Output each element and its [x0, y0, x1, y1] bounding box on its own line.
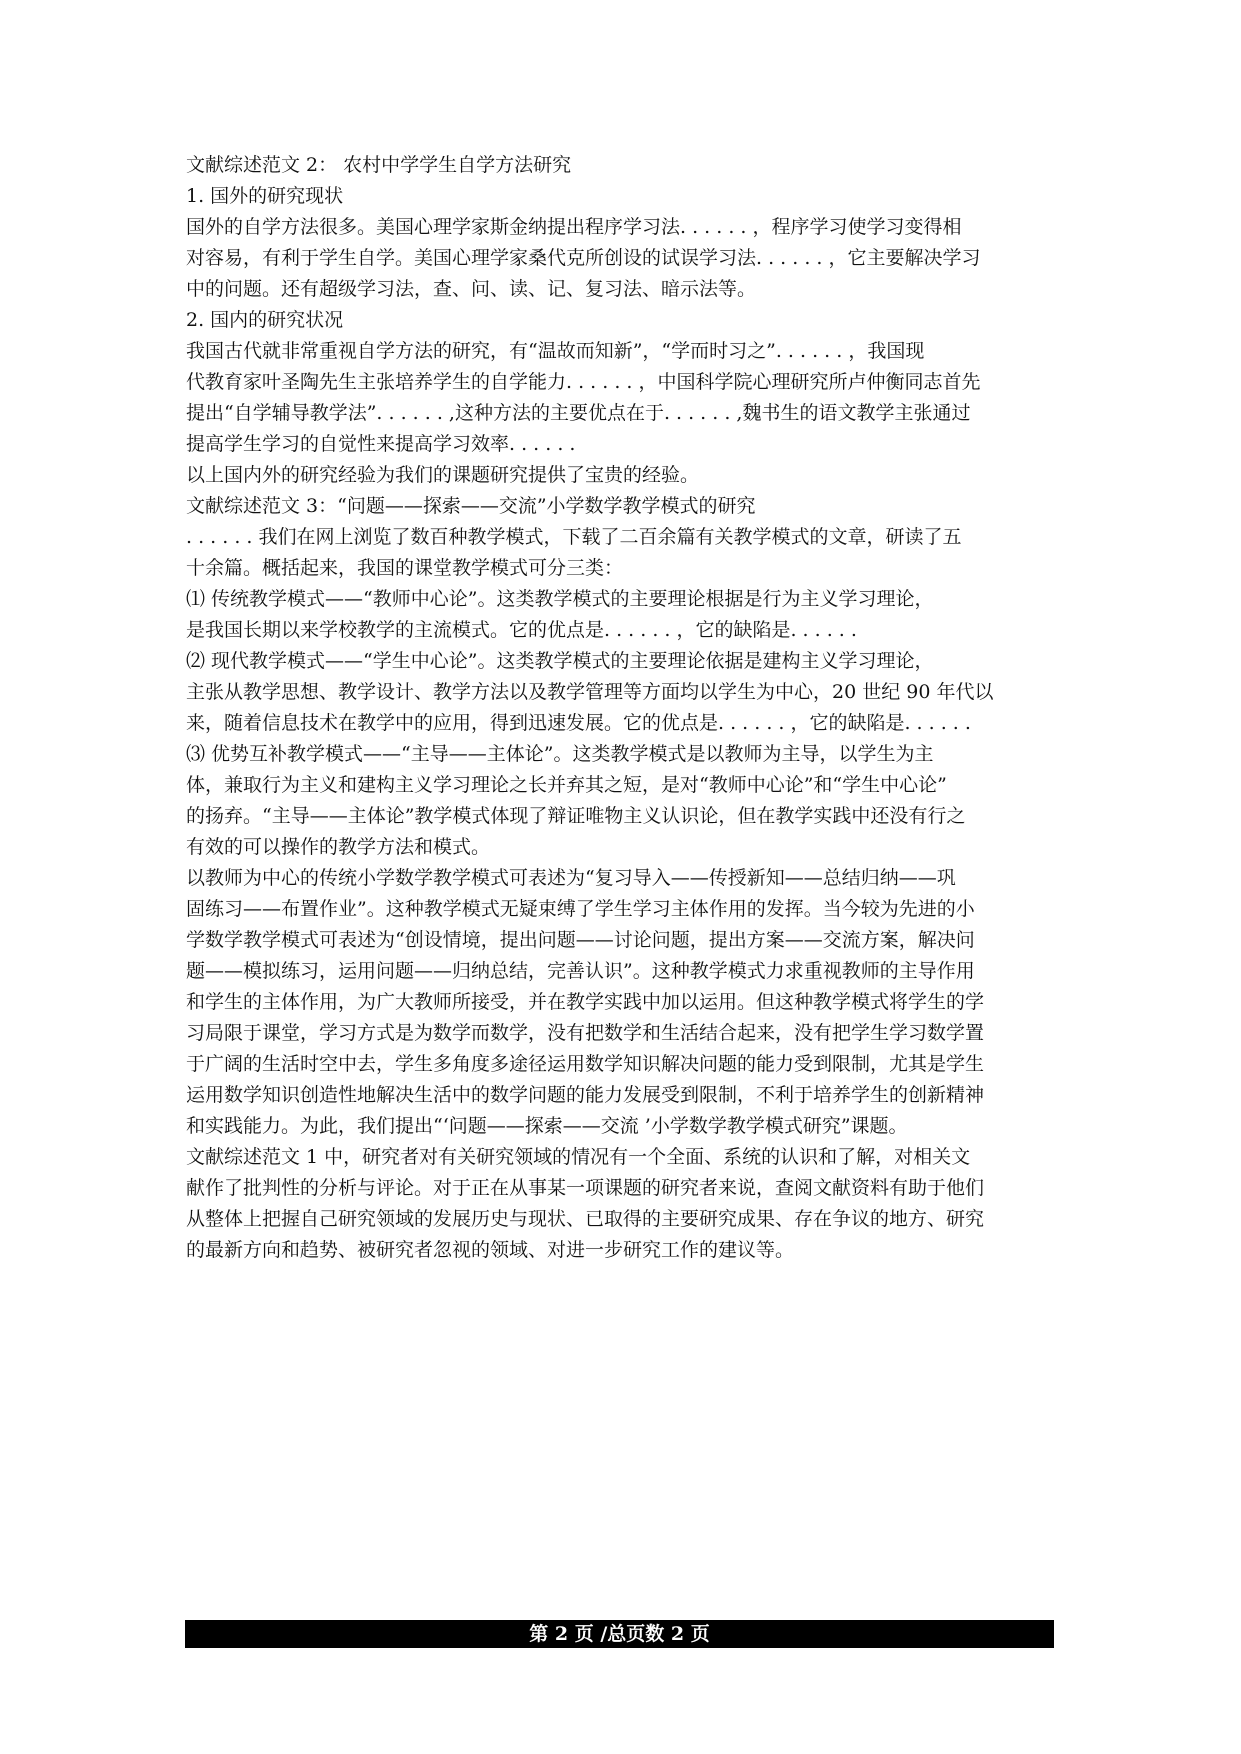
text-line: 的最新方向和趋势、被研究者忽视的领域、对进一步研究工作的建议等。 [186, 1239, 795, 1261]
text-line: 主张从教学思想、教学设计、教学方法以及教学管理等方面均以学生为中心，20 世纪 90 年代以 [186, 681, 994, 703]
text-line: 我国古代就非常重视自学方法的研究，有“温故而知新”，“学而时习之”. . . . . . ，我国现 [186, 340, 925, 362]
text-line: 有效的可以操作的教学方法和模式。 [186, 836, 491, 858]
text-line: 题——模拟练习，运用问题——归纳总结，完善认识”。这种教学模式力求重视教师的主导作用 [186, 960, 975, 982]
text-line: 体，兼取行为主义和建构主义学习理论之长并弃其之短，是对“教师中心论”和“学生中心论” [186, 774, 947, 796]
text-line: ⑴ 传统教学模式——“教师中心论”。这类教学模式的主要理论根据是行为主义学习理论， [186, 588, 934, 610]
text-line: . . . . . . 我们在网上浏览了数百种教学模式，下载了二百余篇有关教学模式的文章，研读了五 [186, 526, 962, 548]
text-line: 是我国长期以来学校教学的主流模式。它的优点是. . . . . . ，它的缺陷是. . . . . . [186, 619, 857, 641]
text-line: 中的问题。还有超级学习法，查、问、读、记、复习法、暗示法等。 [186, 278, 757, 300]
text-line: 和实践能力。为此，我们提出“‘问题——探索——交流 ’小学数学教学模式研究”课题。 [186, 1115, 908, 1137]
page-number-footer: 第 2 页 /总页数 2 页 [185, 1620, 1054, 1648]
text-line: 2. 国内的研究状况 [186, 309, 344, 331]
text-line: 提高学生学习的自觉性来提高学习效率. . . . . . [186, 433, 576, 455]
text-line: 来，随着信息技术在教学中的应用，得到迅速发展。它的优点是. . . . . . ，它的缺陷是. . . . . . [186, 712, 971, 734]
text-line: ⑵ 现代教学模式——“学生中心论”。这类教学模式的主要理论依据是建构主义学习理论， [186, 650, 934, 672]
text-line: 学数学教学模式可表述为“创设情境，提出问题——讨论问题，提出方案——交流方案，解决问 [186, 929, 975, 951]
text-line: 对容易，有利于学生自学。美国心理学家桑代克所创设的试误学习法. . . . . . ，它主要解决学习 [186, 247, 981, 269]
text-line: 以上国内外的研究经验为我们的课题研究提供了宝贵的经验。 [186, 464, 700, 486]
text-line: 献作了批判性的分析与评论。对于正在从事某一项课题的研究者来说，查阅文献资料有助于他们 [186, 1177, 985, 1199]
text-line: 代教育家叶圣陶先生主张培养学生的自学能力. . . . . . ，中国科学院心理研究所卢仲衡同志首先 [186, 371, 981, 393]
text-line: 1. 国外的研究现状 [186, 185, 344, 207]
text-line: 于广阔的生活时空中去，学生多角度多途径运用数学知识解决问题的能力受到限制，尤其是学生 [186, 1053, 985, 1075]
text-line: 的扬弃。“主导——主体论”教学模式体现了辩证唯物主义认识论，但在教学实践中还没有行之 [186, 805, 966, 827]
text-line: 习局限于课堂，学习方式是为数学而数学，没有把数学和生活结合起来，没有把学生学习数学置 [186, 1022, 985, 1044]
text-line: 固练习——布置作业”。这种教学模式无疑束缚了学生学习主体作用的发挥。当今较为先进的小 [186, 898, 975, 920]
text-line: ⑶ 优势互补教学模式——“主导——主体论”。这类教学模式是以教师为主导，以学生为主 [186, 743, 934, 765]
text-line: 运用数学知识创造性地解决生活中的数学问题的能力发展受到限制，不利于培养学生的创新精神 [186, 1084, 985, 1106]
text-line: 文献综述范文 3：“问题——探索——交流”小学数学教学模式的研究 [186, 495, 756, 517]
text-line: 国外的自学方法很多。美国心理学家斯金纳提出程序学习法. . . . . . ，程序学习使学习变得相 [186, 216, 962, 238]
text-line: 十余篇。概括起来，我国的课堂教学模式可分三类： [186, 557, 624, 579]
text-line: 以教师为中心的传统小学数学教学模式可表述为“复习导入——传授新知——总结归纳——巩 [186, 867, 956, 889]
text-line: 和学生的主体作用，为广大教师所接受，并在教学实践中加以运用。但这种教学模式将学生的学 [186, 991, 985, 1013]
document-body [186, 150, 1056, 1266]
text-line: 提出“自学辅导教学法”. . . . . . ,这种方法的主要优点在于. . . . . . ,魏书生的语文教学主张通过 [186, 402, 971, 424]
text-line: 文献综述范文 1 中，研究者对有关研究领域的情况有一个全面、系统的认识和了解，对相关文 [186, 1146, 971, 1168]
text-line: 从整体上把握自己研究领域的发展历史与现状、已取得的主要研究成果、存在争议的地方、研究 [186, 1208, 985, 1230]
text-line: 文献综述范文 2： 农村中学学生自学方法研究 [186, 154, 572, 176]
